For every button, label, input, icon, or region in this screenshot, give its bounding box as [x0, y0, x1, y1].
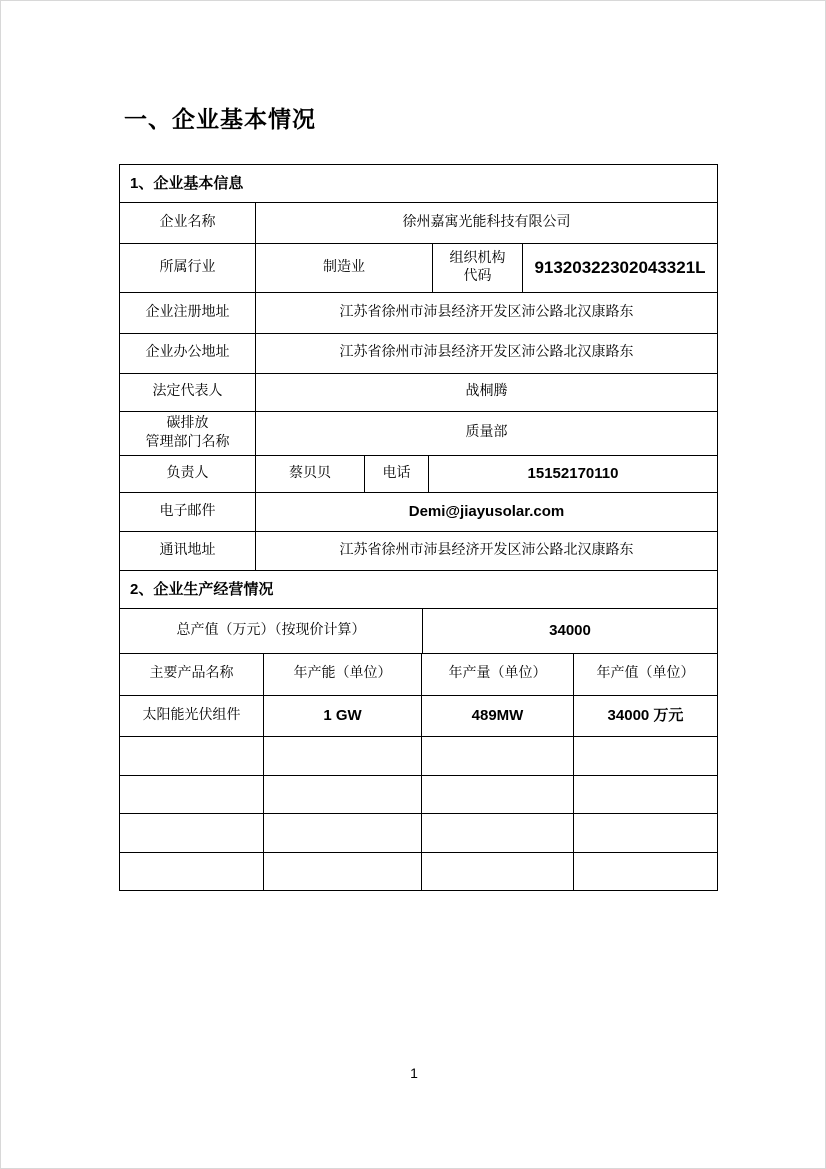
reg-address-label: 企业注册地址 [145, 304, 230, 320]
row-mail-address [120, 531, 717, 570]
manager-value: 蔡贝贝 [255, 456, 364, 492]
carbon-dept-value: 质量部 [255, 412, 717, 455]
product-row [120, 775, 717, 813]
product-output: 489MW [421, 696, 573, 736]
row-legal-rep [120, 373, 717, 411]
product-row [120, 736, 717, 775]
product-capacity [263, 814, 421, 852]
manager-label: 负责人 [166, 465, 209, 481]
carbon-dept-label-line1: 碳排放 [166, 416, 209, 432]
row-manager-phone [120, 455, 717, 492]
product-row [120, 695, 717, 736]
row-office-address [120, 333, 717, 373]
office-address-value: 江苏省徐州市沛县经济开发区沛公路北汉康路东 [255, 334, 717, 373]
org-code-value: 91320322302043321L [522, 244, 717, 292]
phone-value: 15152170110 [428, 456, 717, 492]
product-name [120, 776, 263, 813]
product-value [573, 737, 717, 775]
phone-label: 电话 [364, 456, 428, 492]
product-capacity [263, 737, 421, 775]
section1-header-row [120, 165, 717, 202]
product-name [120, 814, 263, 852]
industry-label: 所属行业 [159, 259, 216, 275]
total-output-value: 34000 [422, 609, 717, 653]
carbon-dept-label-line2: 管理部门名称 [145, 434, 230, 450]
carbon-dept-label [120, 412, 255, 455]
product-value [573, 814, 717, 852]
product-col-value: 年产值（单位） [573, 654, 717, 695]
legal-rep-value: 战桐腾 [255, 374, 717, 411]
product-value [573, 853, 717, 890]
product-col-output: 年产量（单位） [421, 654, 573, 695]
product-output [421, 776, 573, 813]
section2-header: 2、企业生产经营情况 [130, 580, 274, 598]
row-email [120, 492, 717, 531]
enterprise-info-table [119, 164, 718, 891]
org-code-label-line2: 代码 [463, 269, 492, 284]
product-capacity [263, 853, 421, 890]
company-name-label: 企业名称 [159, 214, 216, 230]
row-total-output [120, 608, 717, 653]
legal-rep-label: 法定代表人 [152, 384, 223, 400]
product-row [120, 852, 717, 890]
mail-address-label: 通讯地址 [159, 542, 216, 558]
product-name [120, 737, 263, 775]
reg-address-value: 江苏省徐州市沛县经济开发区沛公路北汉康路东 [255, 293, 717, 333]
total-output-label: 总产值（万元）（按现价计算） [176, 622, 366, 638]
org-code-label [432, 244, 522, 292]
office-address-label: 企业办公地址 [145, 345, 230, 361]
product-col-name: 主要产品名称 [149, 666, 234, 682]
product-output [421, 853, 573, 890]
industry-value: 制造业 [255, 244, 432, 292]
product-col-capacity: 年产能（单位） [263, 654, 421, 695]
product-output [421, 814, 573, 852]
email-label: 电子邮件 [159, 503, 216, 519]
org-code-label-line1: 组织机构 [449, 250, 506, 266]
product-capacity [263, 776, 421, 813]
product-output [421, 737, 573, 775]
page-number: 1 [410, 1065, 418, 1081]
mail-address-value: 江苏省徐州市沛县经济开发区沛公路北汉康路东 [255, 532, 717, 570]
product-table-header-row [120, 653, 717, 695]
row-company-name [120, 202, 717, 243]
section1-header: 1、企业基本信息 [130, 174, 244, 192]
product-value: 34000 万元 [573, 696, 717, 736]
doc-title: 一、企业基本情况 [124, 106, 316, 132]
product-value [573, 776, 717, 813]
email-value: Demi@jiayusolar.com [255, 493, 717, 531]
product-row [120, 813, 717, 852]
product-capacity: 1 GW [263, 696, 421, 736]
section2-header-row [120, 570, 717, 608]
product-name: 太阳能光伏组件 [142, 707, 241, 723]
row-reg-address [120, 292, 717, 333]
company-name-value: 徐州嘉寓光能科技有限公司 [255, 203, 717, 243]
row-carbon-dept [120, 411, 717, 455]
product-name [120, 853, 263, 890]
row-industry-orgcode [120, 243, 717, 292]
